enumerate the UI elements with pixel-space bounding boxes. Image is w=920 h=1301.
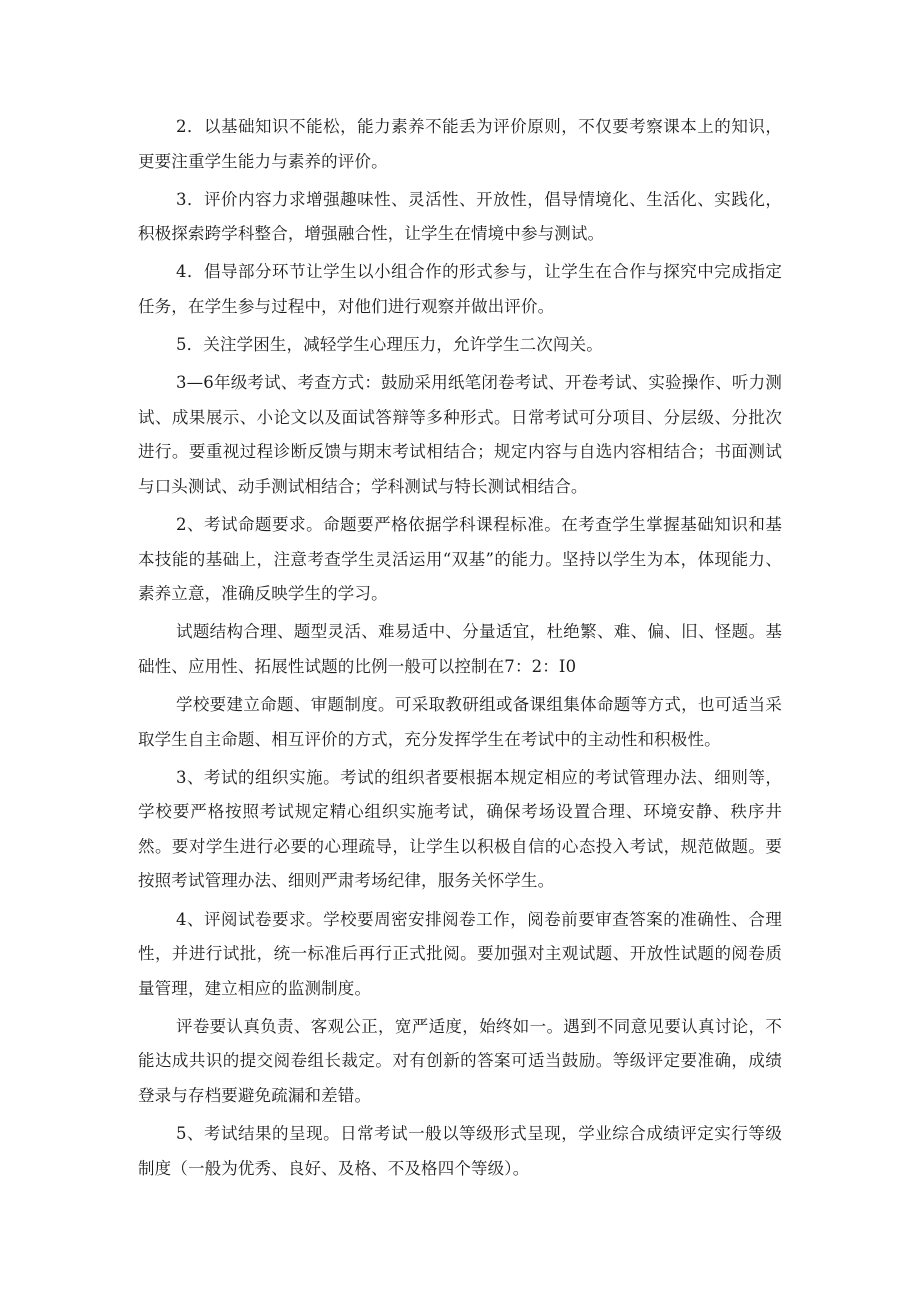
paragraph-4: 5．关注学困生，减轻学生心理压力，允许学生二次闯关。 xyxy=(176,335,603,355)
paragraph-7: 试题结构合理、题型灵活、难易适中、分量适宜，杜绝繁、难、偏、旧、怪题。基础性、应用性、拓展性试题的比例一般可以控制在7：2：I0 xyxy=(138,622,782,676)
paragraph-10: 4、评阅试卷要求。学校要周密安排阅卷工作，阅卷前要审查答案的准确性、合理性，并进行试批，统一标准后再行正式批阅。要加强对主观试题、开放性试题的阅卷质量管理，建立相应的监测制度。 xyxy=(138,909,782,998)
paragraph-11: 评卷要认真负责、客观公正，宽严适度，始终如一。遇到不同意见要认真讨论，不能达成共识的提交阅卷组长裁定。对有创新的答案可适当鼓励。等级评定要准确，成绩登录与存档要避免疏漏和差错。 xyxy=(138,1016,782,1106)
paragraph-3: 4．倡导部分环节让学生以小组合作的形式参与，让学生在合作与探究中完成指定任务，在学生参与过程中，对他们进行观察并做出评价。 xyxy=(138,262,782,316)
paragraph-5: 3—6年级考试、考查方式：鼓励采用纸笔闭卷考试、开卷考试、实验操作、听力测试、成果展示、小论文以及面试答辩等多种形式。日常考试可分项目、分层级、分批次进行。要重视过程诊断反馈与期末考试相结合；规定内容与自选内容相结合；书面测试与口头测试、动手测试相结合；学科测试与特长测试相结合。 xyxy=(138,373,782,496)
paragraph-6: 2、考试命题要求。命题要严格依据学科课程标准。在考查学生掌握基础知识和基本技能的基础上，注意考查学生灵活运用“双基”的能力。坚持以学生为本，体现能力、素养立意，准确反映学生的学习。 xyxy=(138,515,782,604)
paragraph-2: 3．评价内容力求增强趣味性、灵活性、开放性，倡导情境化、生活化、实践化，积极探索跨学科整合，增强融合性，让学生在情境中参与测试。 xyxy=(138,189,782,244)
paragraph-9: 3、考试的组织实施。考试的组织者要根据本规定相应的考试管理办法、细则等，学校要严格按照考试规定精心组织实施考试，确保考场设置合理、环境安静、秩序井然。要对学生进行必要的心理疏导，让学生以积极自信的心态投入考试，规范做题。要按照考试管理办法、细则严肃考场纪律，服务关怀学生。 xyxy=(138,767,782,891)
document-body xyxy=(138,110,782,1190)
paragraph-8: 学校要建立命题、审题制度。可采取教研组或备课组集体命题等方式，也可适当采取学生自主命题、相互评价的方式，充分发挥学生在考试中的主动性和积极性。 xyxy=(138,695,782,749)
paragraph-12: 5、考试结果的呈现。日常考试一般以等级形式呈现，学业综合成绩评定实行等级制度（一般为优秀、良好、及格、不及格四个等级）。 xyxy=(138,1124,782,1178)
paragraph-1: 2．以基础知识不能松，能力素养不能丢为评价原则，不仅要考察课本上的知识，更要注重学生能力与素养的评价。 xyxy=(138,117,782,171)
